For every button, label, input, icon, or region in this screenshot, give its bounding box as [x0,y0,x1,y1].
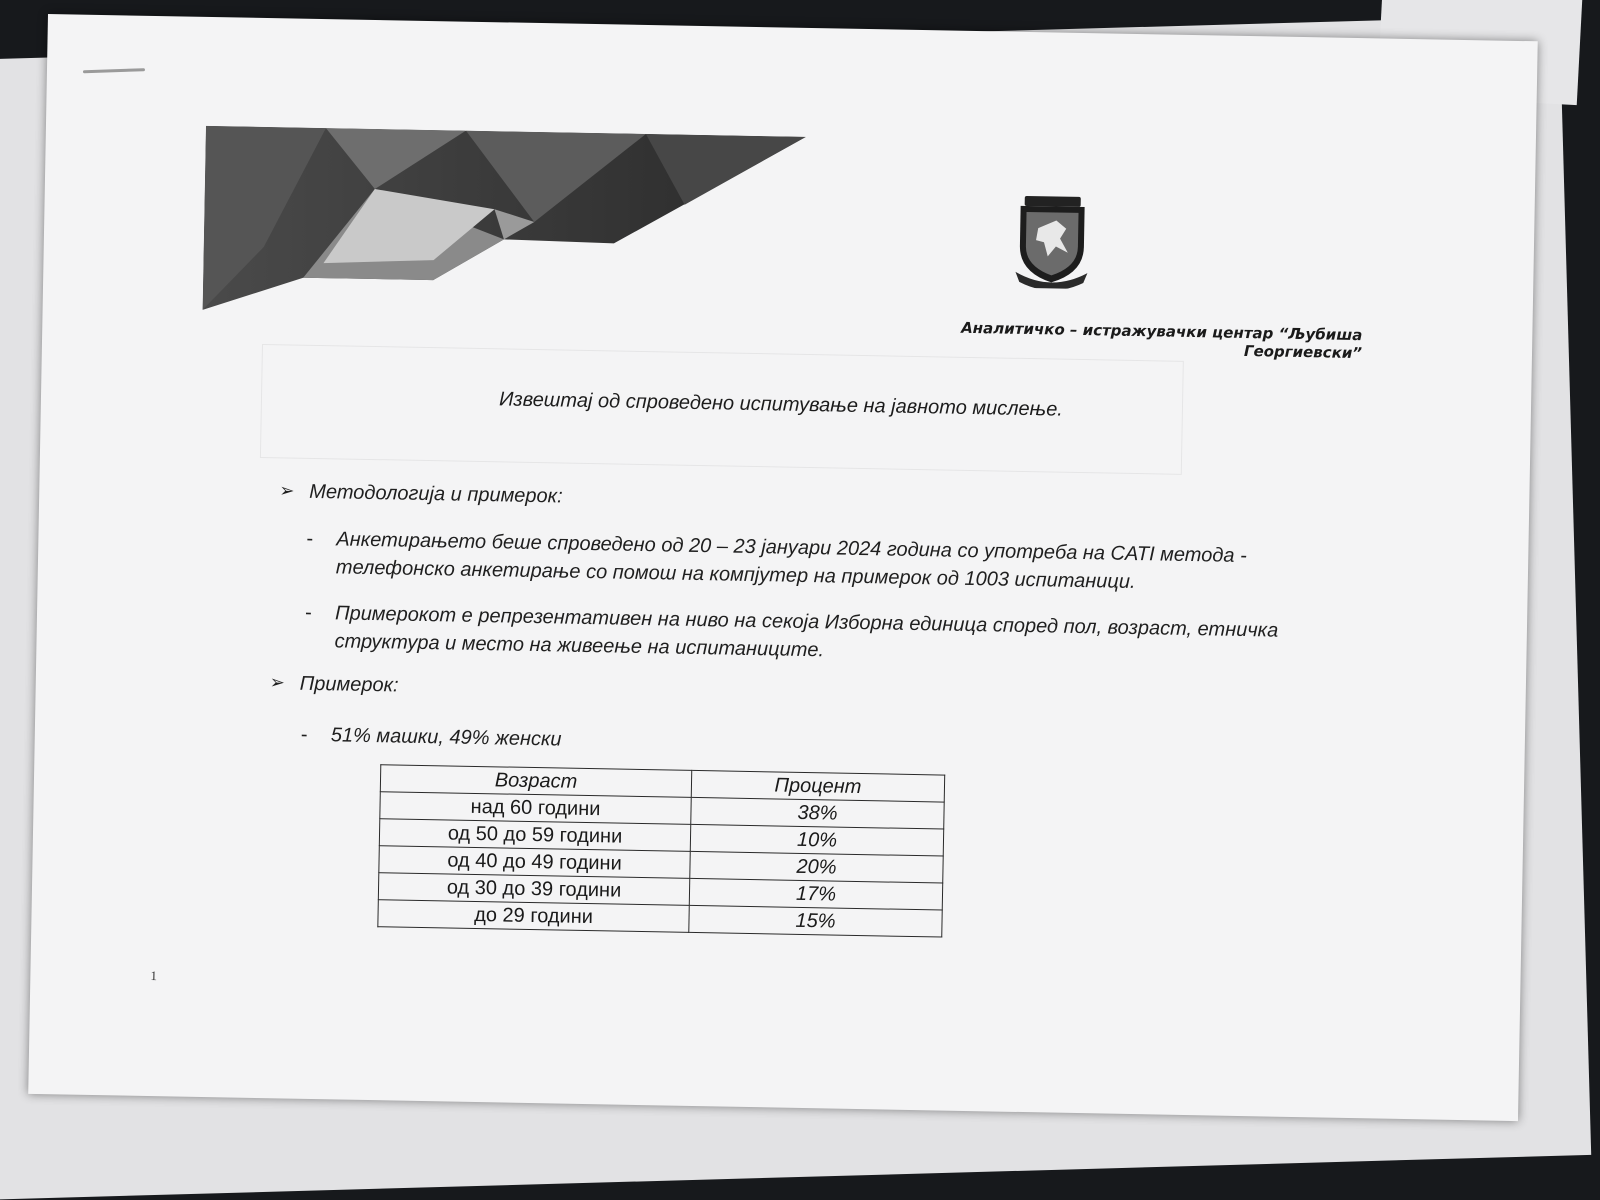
age-cell: од 30 до 39 години [378,873,689,906]
sample-gender-item [300,721,931,760]
dash-bullet: - [306,527,314,550]
party-shield-emblem-icon [1011,194,1093,289]
methodology-heading-text: Методологија и примерок: [309,480,563,508]
age-distribution-table [377,764,945,937]
age-cell: до 29 години [378,900,689,933]
age-cell: од 40 до 49 години [379,846,690,879]
percent-cell: 20% [690,851,943,883]
methodology-heading [279,480,563,509]
column-header-percent: Процент [691,770,944,802]
organization-name: Аналитичко – истражувачки центар “Љубиша Георгиевски” [961,318,1363,363]
arrowhead-bullet-icon: ➢ [269,672,286,693]
report-title: Извештај од спроведено испитување на јавното мислење. [498,388,1064,421]
sample-heading-text: Примерок: [299,672,399,697]
methodology-item [306,525,1357,600]
percent-cell: 38% [691,797,944,829]
dash-bullet: - [300,723,308,746]
methodology-item [304,599,1335,673]
arrowhead-bullet-icon: ➢ [279,480,295,501]
document-page [28,14,1538,1121]
header-banner-graphic [203,126,806,321]
page-number: 1 [150,968,158,984]
staple-mark [83,68,145,73]
percent-cell: 10% [690,824,943,856]
age-cell: над 60 години [380,792,691,825]
dash-bullet: - [304,601,312,624]
age-cell: од 50 до 59 години [379,819,690,852]
methodology-item-text: Примерокот е репрезентативен на ниво на секоја Изборна единица според пол, возраст, етничка структура и место на живеење на испитаниците. [334,602,1279,662]
methodology-item-text: Анкетирањето беше спроведено од 20 – 23 јануари 2024 година со употреба на CATI метода - телефонско анкетирање со помош на компјутер на примерок од 1003 испитаници. [335,528,1247,594]
percent-cell: 17% [689,878,942,910]
sample-heading [269,672,399,698]
sample-gender-text: 51% машки, 49% женски [330,724,562,751]
column-header-age: Возраст [380,765,691,798]
percent-cell: 15% [689,905,942,937]
